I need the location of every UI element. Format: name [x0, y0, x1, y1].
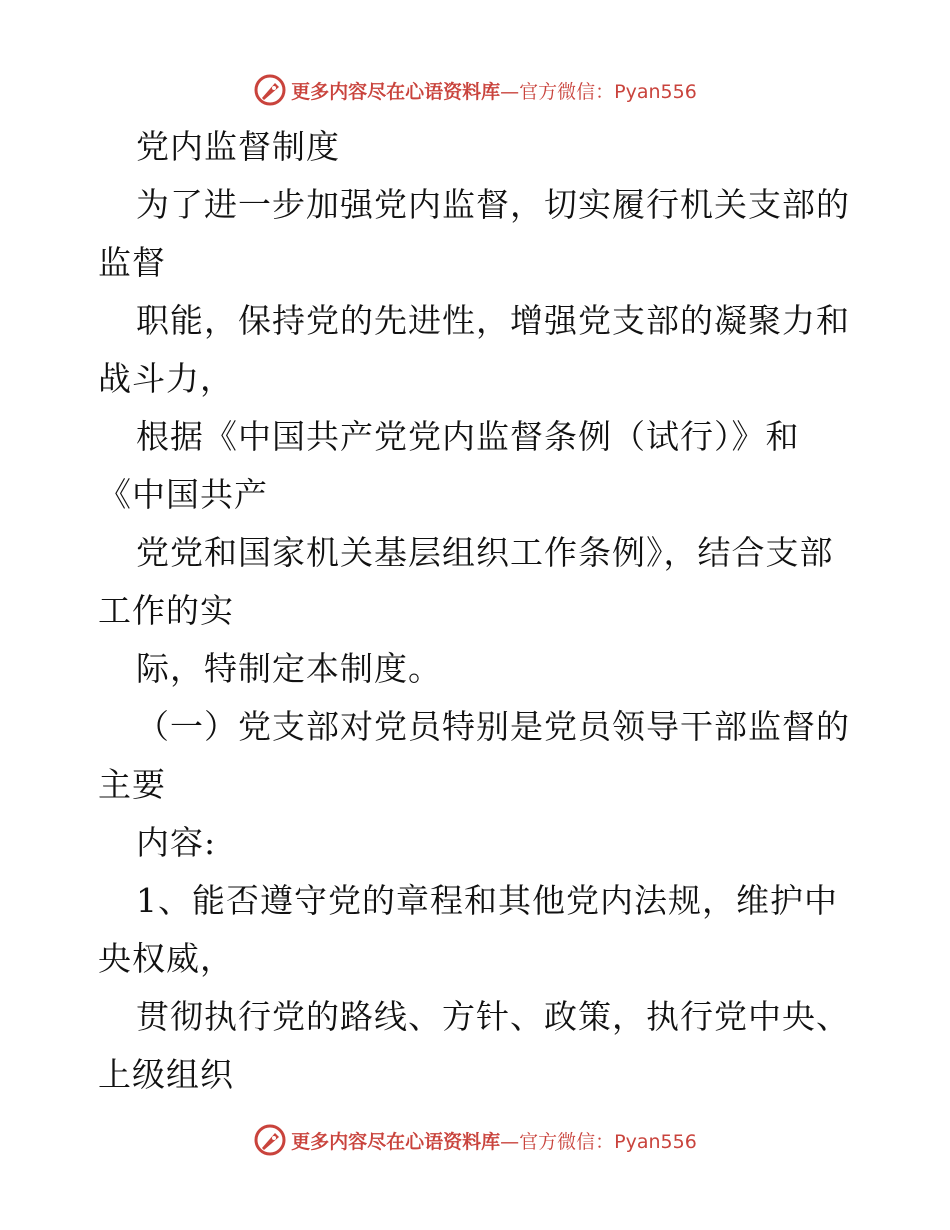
- text-line: 主要: [98, 765, 166, 804]
- text-line: 贯彻执行党的路线、方针、政策，执行党中央、: [136, 997, 850, 1036]
- banner-text: 更多内容尽在心语资料库—官方微信：Pyan556: [291, 1130, 697, 1153]
- text-line: 上级组织: [98, 1055, 234, 1094]
- text-line: 内容:: [136, 823, 217, 862]
- text-line: 监督: [98, 243, 166, 282]
- banner-text: 更多内容尽在心语资料库—官方微信：Pyan556: [291, 80, 697, 103]
- pen-nib-logo-icon: [253, 1123, 287, 1157]
- text-line: 工作的实: [98, 591, 234, 630]
- text-line: 1、能否遵守党的章程和其他党内法规，维护中: [136, 881, 838, 920]
- text-line: 根据《中国共产党党内监督条例（试行）》和: [136, 417, 800, 456]
- pen-nib-logo-icon: [253, 73, 287, 107]
- text-line: 央权威，: [98, 939, 234, 978]
- footer-banner: [0, 1120, 950, 1160]
- text-line: 际，特制定本制度。: [136, 649, 442, 688]
- header-banner: [0, 70, 950, 110]
- text-line: （一）党支部对党员特别是党员领导干部监督的: [136, 707, 850, 746]
- text-line: 党党和国家机关基层组织工作条例》，结合支部: [136, 533, 834, 572]
- document-body: [98, 118, 858, 1104]
- text-line: 《中国共产: [98, 475, 268, 514]
- text-line: 党内监督制度: [136, 127, 340, 166]
- text-line: 战斗力，: [98, 359, 234, 398]
- text-line: 职能，保持党的先进性，增强党支部的凝聚力和: [136, 301, 850, 340]
- text-line: 为了进一步加强党内监督，切实履行机关支部的: [136, 185, 850, 224]
